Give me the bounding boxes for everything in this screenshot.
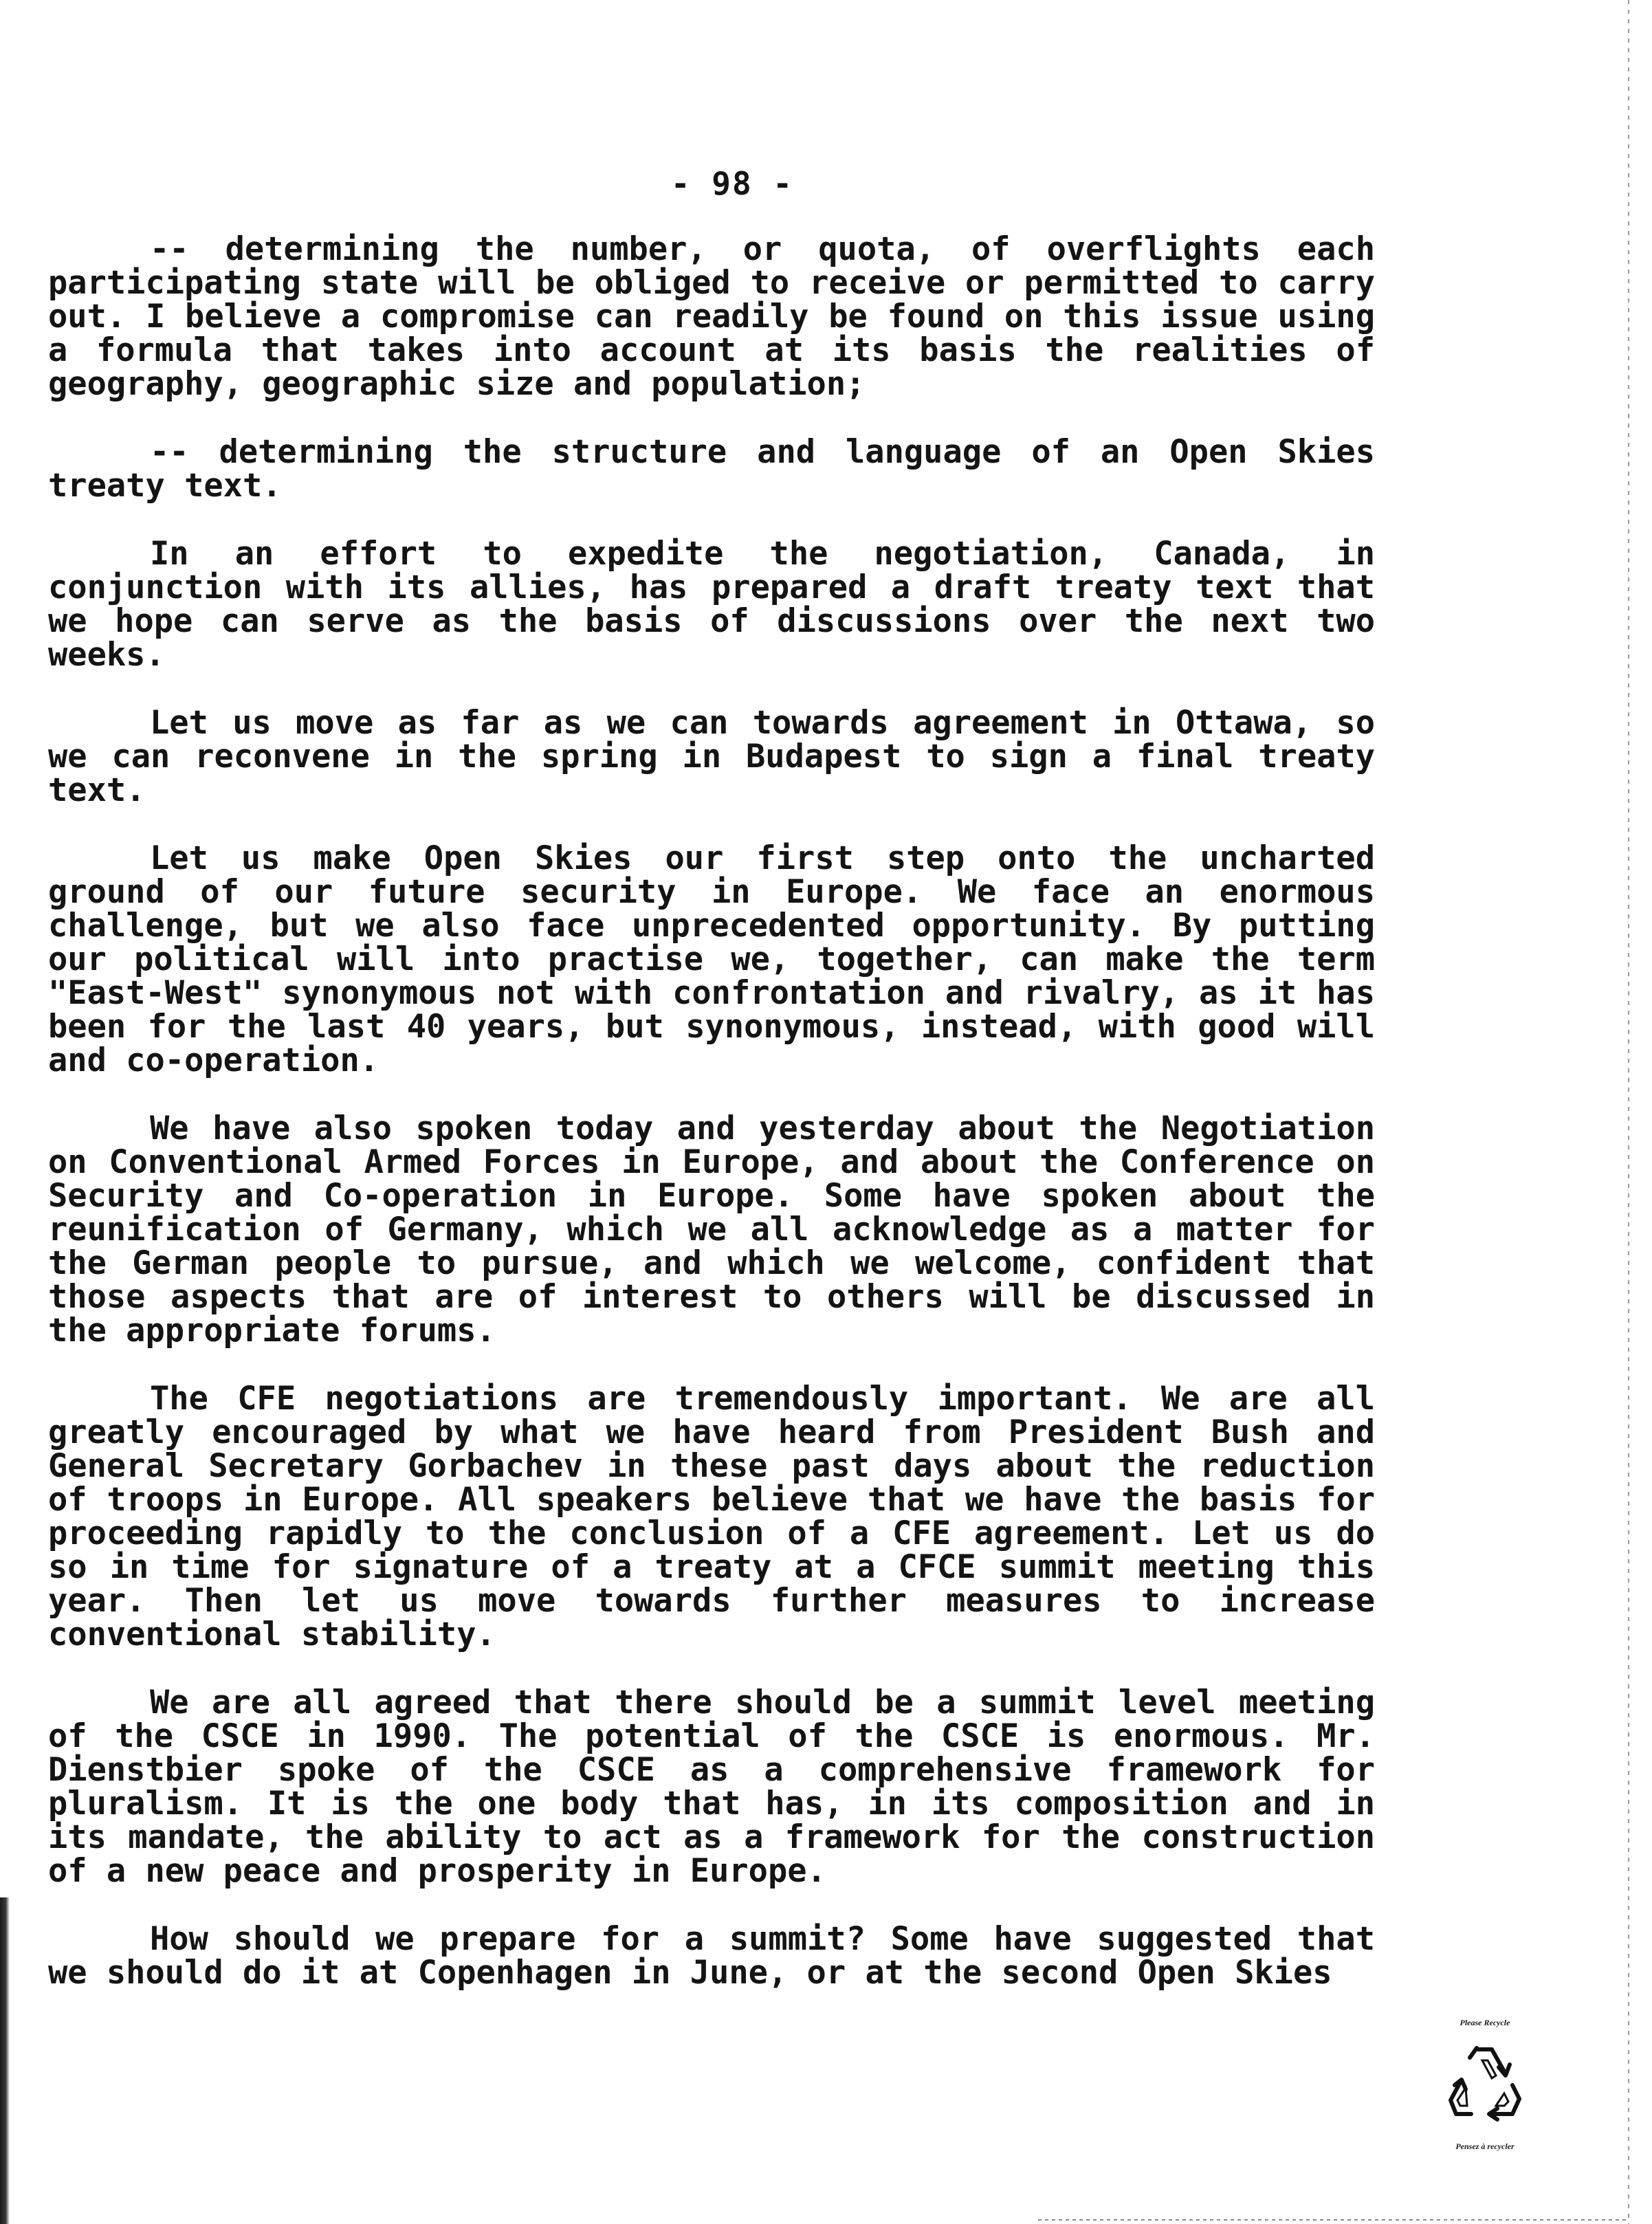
paragraph-cfe-negotiations: The CFE negotiations are tremendously important. We are all greatly encouraged by what we have heard from President Bush and General Secretary Gorbachev in these past days about the reduction of troops in Europe. All speakers believe that we have the basis for proceeding rapidly to the conclusion of a CFE agreement. Let us do so in time for signature of a treaty at a CFCE summit meeting this year. Then let us move towards further measures to increase conventional stability. [48, 1380, 1375, 1653]
paragraph-csce-summit: We are all agreed that there should be a summit level meeting of the CSCE in 1990. The potential of the CSCE is enormous. Mr. Dienstbier spoke of the CSCE as a comprehensive framework for pluralism. It is the one body that has, in its composition and in its mandate, the ability to act as a framework for the construction of a new peace and prosperity in Europe. [48, 1684, 1375, 1890]
body-text [48, 232, 1375, 2024]
page-number: - 98 - [670, 165, 794, 202]
recycle-caption-top: Please Recycle [1460, 2018, 1510, 2027]
paragraph-ottawa-budapest: Let us move as far as we can towards agreement in Ottawa, so we can reconvene in the spring in Budapest to sign a final treaty text. [48, 704, 1375, 809]
paragraph-open-skies-first-step: Let us make Open Skies our first step onto the uncharted ground of our future security in Europe. We face an enormous challenge, but we also face unprecedented opportunity. By putting our political will into practise we, together, can make the term "East-West" synonymous not with confrontation and rivalry, as it has been for the last 40 years, but synonymous, instead, with good will and co-operation. [48, 839, 1375, 1079]
bottom-scan-edge [1038, 2219, 1629, 2221]
paragraph-cfe-csce-discussion: We have also spoken today and yesterday about the Negotiation on Conventional Armed Forces in Europe, and about the Conference on Security and Co-operation in Europe. Some have spoken about the reunification of Germany, which we all acknowledge as a matter for the German people to pursue, and which we welcome, confident that those aspects that are of interest to others will be discussed in the appropriate forums. [48, 1110, 1375, 1350]
paragraph-overflight-quota: -- determining the number, or quota, of overflights each participating state will be obliged to receive or permitted to carry out. I believe a compromise can readily be found on this issue using a formula that takes into account at its basis the realities of geography, geographic size and population; [48, 230, 1375, 403]
recycle-icon [1444, 2037, 1526, 2140]
left-binding-edge [0, 1897, 10, 2224]
paragraph-summit-preparation: How should we prepare for a summit? Some have suggested that we should do it at Copenhagen in June, or at the second Open Skies [48, 1920, 1375, 1992]
right-scan-edge [1628, 0, 1629, 2224]
paragraph-treaty-structure: -- determining the structure and language of an Open Skies treaty text. [48, 433, 1375, 505]
recycle-logo [1437, 2018, 1533, 2155]
paragraph-draft-treaty: In an effort to expedite the negotiation, Canada, in conjunction with its allies, has prepared a draft treaty text that we hope can serve as the basis of discussions over the next two weeks. [48, 535, 1375, 674]
recycle-caption-bottom: Pensez à recycler [1455, 2142, 1515, 2151]
